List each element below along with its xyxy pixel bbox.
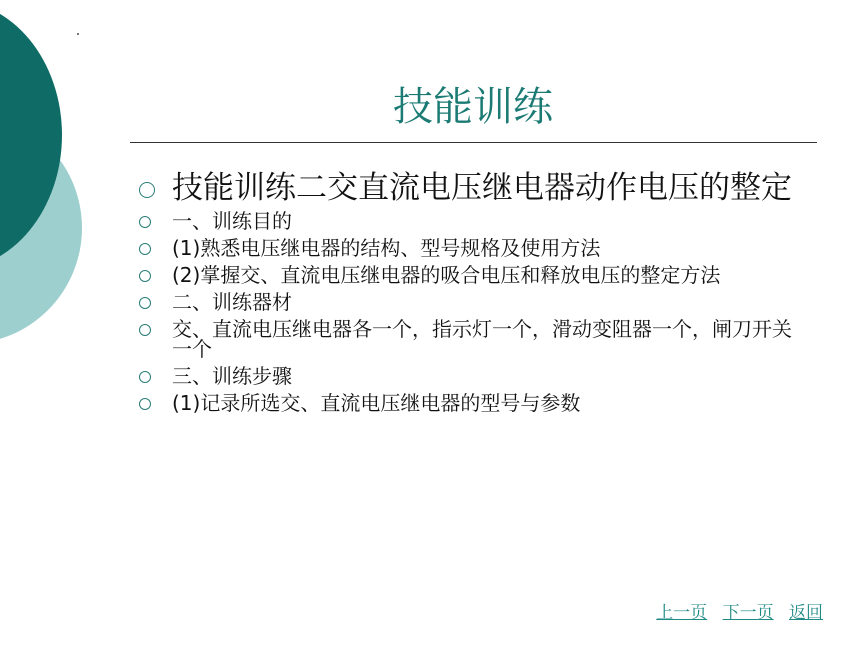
title-divider xyxy=(130,142,817,143)
list-item xyxy=(136,319,808,359)
list-item-text: (1)熟悉电压继电器的结构、型号规格及使用方法 xyxy=(172,236,601,260)
list-item xyxy=(136,238,808,258)
list-item-text: 二、训练器材 xyxy=(172,290,292,314)
circle-bullet-icon xyxy=(139,398,151,410)
list-item xyxy=(136,366,808,386)
list-item-text: 技能训练二交直流电压继电器动作电压的整定 xyxy=(172,170,792,206)
list-item-text: (2)掌握交、直流电压继电器的吸合电压和释放电压的整定方法 xyxy=(172,263,721,287)
list-item-text: 一、训练目的 xyxy=(172,209,292,233)
list-item xyxy=(136,292,808,312)
list-item xyxy=(136,393,808,413)
prev-page-link[interactable]: 上一页 xyxy=(656,603,708,623)
slide-title: 技能训练 xyxy=(393,84,553,130)
circle-bullet-icon xyxy=(139,216,151,228)
list-item xyxy=(136,265,808,285)
list-item xyxy=(136,172,808,205)
circle-bullet-icon xyxy=(139,324,151,336)
slide-navigation xyxy=(646,598,823,623)
decorative-dot xyxy=(77,33,79,35)
circle-bullet-icon xyxy=(139,371,151,383)
list-item xyxy=(136,211,808,231)
circle-bullet-icon xyxy=(139,182,155,198)
circle-bullet-icon xyxy=(139,297,151,309)
circle-bullet-icon xyxy=(139,243,151,255)
circle-bullet-icon xyxy=(139,270,151,282)
bullet-list xyxy=(136,172,808,420)
list-item-text: 三、训练步骤 xyxy=(172,364,292,388)
next-page-link[interactable]: 下一页 xyxy=(722,603,774,623)
back-link[interactable]: 返回 xyxy=(789,603,823,623)
list-item-text: 交、直流电压继电器各一个，指示灯一个，滑动变阻器一个，闸刀开关一个 xyxy=(172,317,792,361)
list-item-text: (1)记录所选交、直流电压继电器的型号与参数 xyxy=(172,391,581,415)
